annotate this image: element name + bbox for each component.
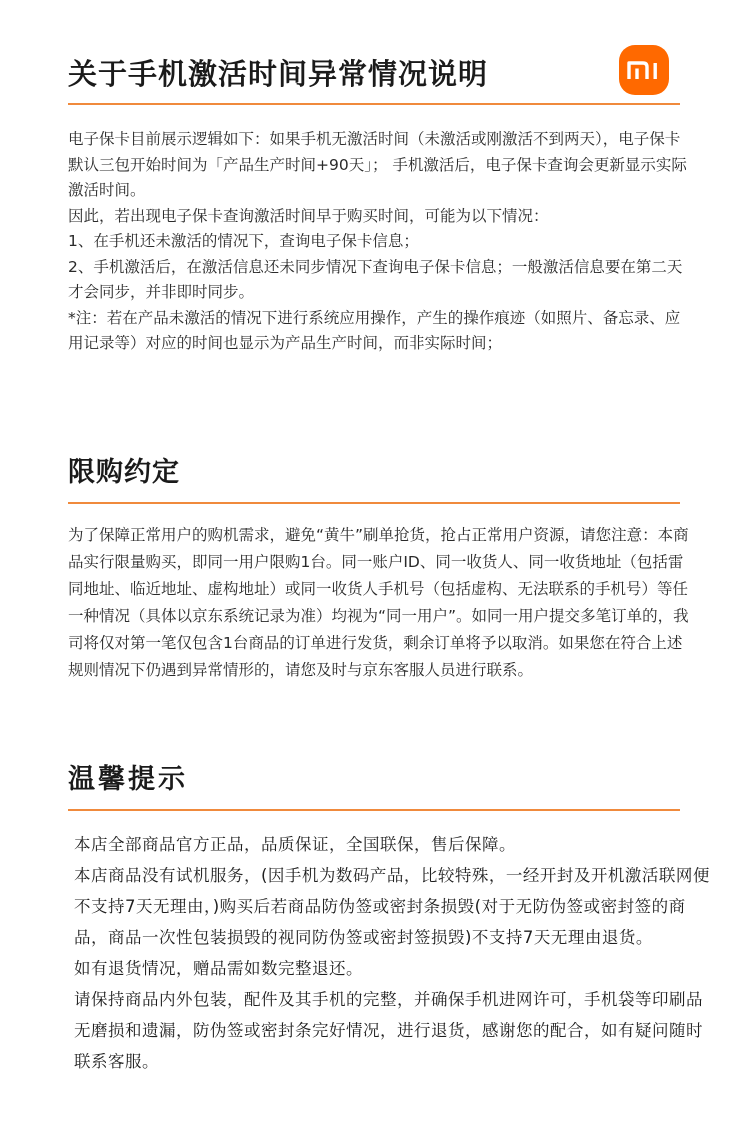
activation-notice-body [68, 127, 690, 357]
notice-paragraph: 2、手机激活后，在激活信息还未同步情况下查询电子保卡信息；一般激活信息要在第二天才会同步，并非即时同步。 [68, 257, 683, 301]
tips-body [74, 829, 714, 1077]
purchase-limit-body: 为了保障正常用户的购机需求，避免“黄牛”刷单抢货，抢占正常用户资源，请您注意：本商品实行限量购买，即同一用户限购1台。同一账户ID、同一收货人、同一收货地址（包括雷同地址、临近地址、虚构地址）或同一收货人手机号（包括虚构、无法联系的手机号）等任一种情况（具体以京东系统记录为准）均视为“同一用户”。如同一用户提交多笔订单的，我司将仅对第一笔仅包含1台商品的订单进行发货，剩余订单将予以取消。如果您在符合上述规则情况下仍遇到异常情形的，请您及时与京东客服人员进行联系。 [68, 526, 689, 679]
notice-paragraph: 电子保卡目前展示逻辑如下：如果手机无激活时间（未激活或刚激活不到两天），电子保卡默认三包开始时间为「产品生产时间+90天」； 手机激活后，电子保卡查询会更新显示实际激活时间。 [68, 130, 687, 199]
notice-paragraph: 1、在手机还未激活的情况下，查询电子保卡信息； [68, 232, 419, 250]
tips-paragraph: 如有退货情况，赠品需如数完整退还。 [74, 959, 363, 978]
xiaomi-logo-icon [619, 45, 669, 95]
tips-paragraph: 请保持商品内外包装，配件及其手机的完整，并确保手机进网许可，手机袋等印刷品无磨损和遗漏，防伪签或密封条完好情况，进行退货，感谢您的配合，如有疑问随时联系客服。 [74, 990, 703, 1071]
page-title: 关于手机激活时间异常情况说明 [68, 57, 489, 91]
notice-paragraph: 因此，若出现电子保卡查询激活时间早于购买时间，可能为以下情况： [68, 206, 549, 225]
title-divider [68, 502, 680, 504]
purchase-limit-section [0, 440, 750, 730]
title-divider [68, 103, 680, 105]
activation-notice-section [0, 0, 750, 400]
tips-title: 温馨提示 [68, 764, 188, 795]
tips-section [0, 755, 750, 1135]
tips-paragraph: 本店商品没有试机服务，(因手机为数码产品，比较特殊，一经开封及开机激活联网便不支持7天无理由，)购买后若商品防伪签或密封条损毁(对于无防伪签或密封签的商品，商品一次性包装损毁的视同防伪签或密封签损毁)不支持7天无理由退货。 [74, 866, 710, 947]
tips-paragraph: 本店全部商品官方正品，品质保证，全国联保，售后保障。 [74, 835, 516, 854]
purchase-limit-title: 限购约定 [68, 457, 180, 488]
title-divider [68, 809, 680, 811]
notice-footnote: *注：若在产品未激活的情况下进行系统应用操作，产生的操作痕迹（如照片、备忘录、应用记录等）对应的时间也显示为产品生产时间，而非实际时间； [68, 308, 681, 352]
